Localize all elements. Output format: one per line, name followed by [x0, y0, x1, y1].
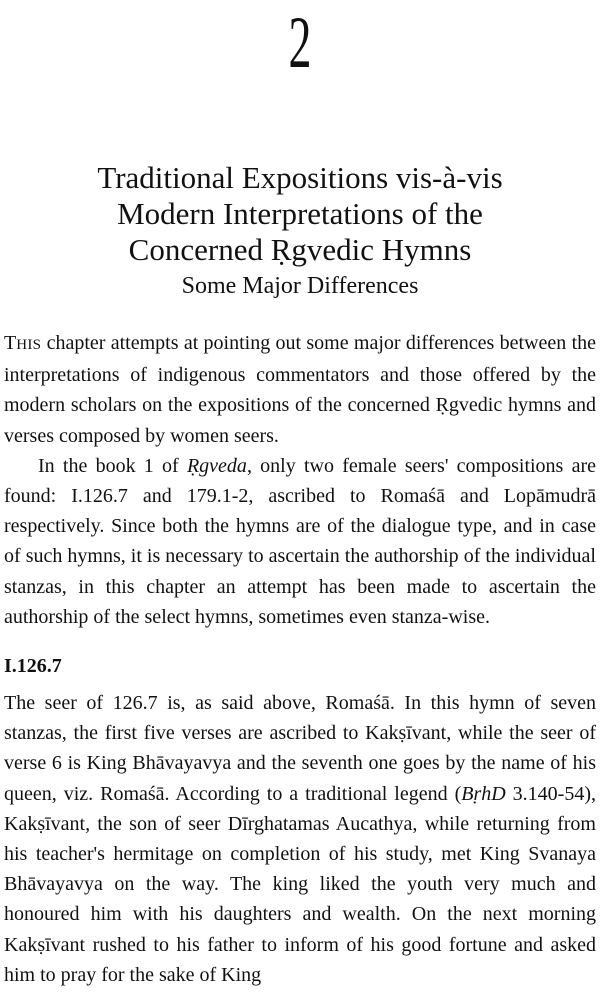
paragraph-section-text-a: The seer of 126.7 is, as said above, Romaśā. In this hymn of seven stanzas, the first five verses are ascribed to Kakṣīvant, while the seer of verse 6 is King Bhāvayavya and the seventh one goes by the name of his queen, viz. Romaśā. According to a traditional legend ( — [4, 692, 596, 805]
chapter-title-line-3: Concerned Ṛgvedic Hymns — [128, 232, 472, 267]
paragraph-intro-cap-letter: T — [4, 332, 17, 354]
chapter-number: 2 — [288, 2, 312, 84]
paragraph-section — [4, 688, 596, 990]
paragraph-book-one-italic: Ṛgveda — [186, 454, 247, 477]
chapter-title-line-1: Traditional Expositions vis-à-vis — [97, 160, 503, 195]
paragraph-section-text-b: 3.140-54), Kakṣīvant, the son of seer Dīrghatamas Aucathya, while returning from his teacher's hermitage on completion of his study, met King Svanaya Bhāvayavya on the way. The king liked the youth very much and honoured him with his daughters and wealth. On the next morning Kakṣīvant rushed to his father to inform of his good fortune and asked him to pray for the sake of King — [4, 782, 596, 986]
section-heading: I.126.7 — [4, 655, 62, 678]
paragraph-intro-text: chapter attempts at pointing out some major differences between the interpretations of indigenous commentators and those offered by the modern scholars on the expositions of the concerned Ṛgvedic hymns and verses composed by women seers. — [4, 332, 596, 447]
chapter-title-block — [0, 160, 600, 302]
chapter-subtitle: Some Major Differences — [181, 273, 419, 299]
paragraph-intro — [4, 328, 596, 451]
chapter-title-line-2: Modern Interpretations of the — [117, 196, 483, 231]
paragraph-book-one — [4, 451, 596, 632]
paragraph-intro-small-caps: HIS — [16, 337, 42, 353]
body-text — [4, 328, 596, 990]
paragraph-book-one-text-b: , only two female seers' compositions are found: I.126.7 and 179.1-2, ascribed to Romaśā and Lopāmudrā respectively. Since both the hymns are of the dialogue type, and in case of such hymns, it is necessary to ascertain the authorship of the individual stanzas, in this chapter an attempt has been made to ascertain the authorship of the select hymns, sometimes even stanza-wise. — [4, 454, 596, 628]
paragraph-book-one-text-a: In the book 1 of — [38, 454, 187, 477]
paragraph-section-italic: BṛhD — [461, 782, 506, 805]
